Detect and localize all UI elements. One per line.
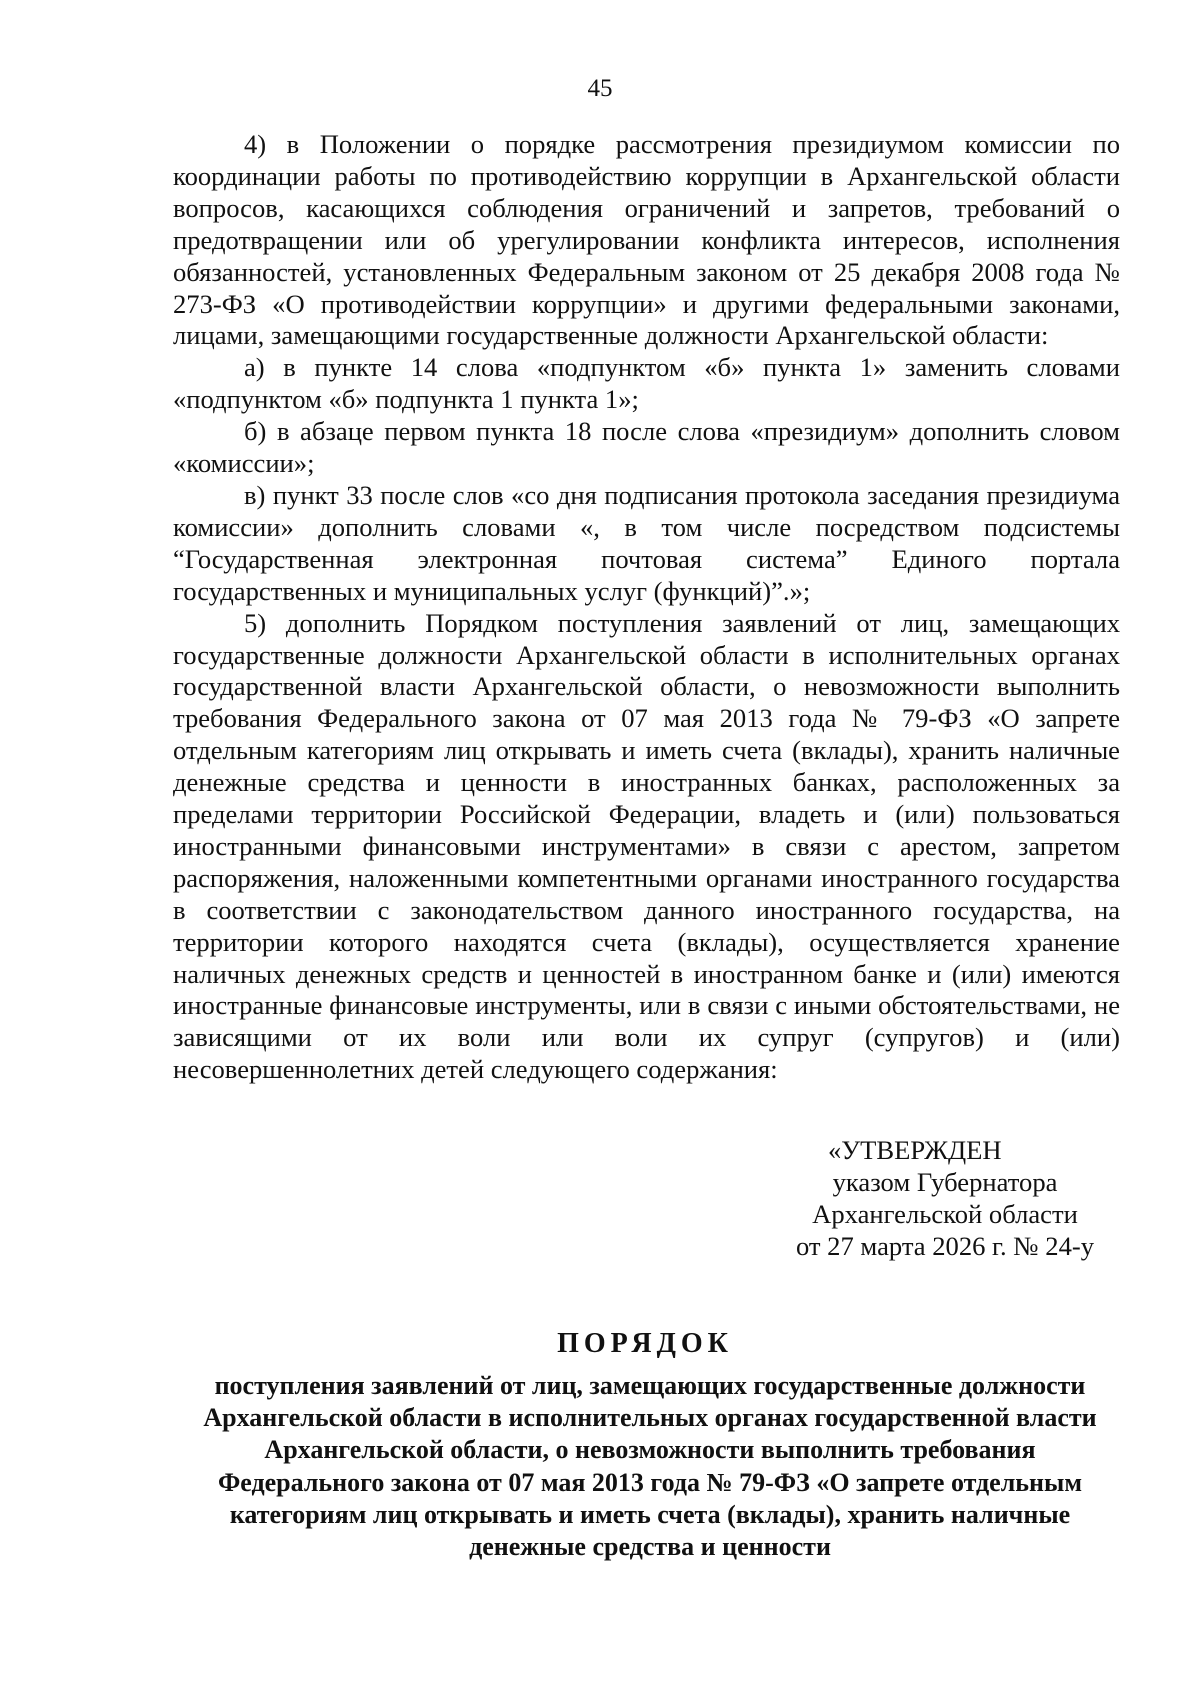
order-heading: ПОРЯДОК [557,1328,733,1359]
paragraph-subitem-a: а) в пункте 14 слова «подпунктом «б» пункта 1» заменить словами «подпунктом «б» подпункта 1 пункта 1»; [173,352,1120,415]
document-body [173,129,1120,1086]
approval-decree-line: указом Губернатора [832,1167,1058,1197]
approval-region-line: Архангельской области [812,1199,1078,1229]
page-number: 45 [587,75,613,102]
order-subtitle: поступления заявлений от лиц, замещающих государственные должности Архангельской области в исполнительных органах государственной власти Архангельской области, о невозможности выполнить требования Федерального закона от 07 мая 2013 года № 79-ФЗ «О запрете отдельным категориям лиц открывать и иметь счета (вклады), хранить наличные денежные средства и ценности [203,1371,1097,1562]
paragraph-subitem-b: б) в абзаце первом пункта 18 после слова «президиум» дополнить словом «комиссии»; [173,416,1120,479]
approval-approved-label: «УТВЕРЖДЕН [828,1135,1002,1165]
approval-stamp-block [770,1134,1120,1262]
paragraph-item-4: 4) в Положении о порядке рассмотрения президиумом комиссии по координации работы по противодействию коррупции в Архангельской области вопросов, касающихся соблюдения ограничений и запретов, требований о предотвращении или об урегулировании конфликта интересов, исполнения обязанностей, установленных Федеральным законом от 25 декабря 2008 года № 273-ФЗ «О противодействии коррупции» и другими федеральными законами, лицами, замещающими государственные должности Архангельской области: [173,129,1120,351]
approval-date-number: от 27 марта 2026 г. № 24-у [795,1231,1095,1261]
paragraph-subitem-v: в) пункт 33 после слов «со дня подписания протокола заседания президиума комиссии» дополнить словами «, в том числе посредством подсистемы “Государственная электронная почтовая система” Единого портала государственных и муниципальных услуг (функций)”.»; [173,479,1120,606]
paragraph-item-5: 5) дополнить Порядком поступления заявлений от лиц, замещающих государственные должности Архангельской области в исполнительных органах государственной власти Архангельской области, о невозможности выполнить требования Федерального закона от 07 мая 2013 года № 79-ФЗ «О запрете отдельным категориям лиц открывать и иметь счета (вклады), хранить наличные денежные средства и ценности в иностранных банках, расположенных за пределами территории Российской Федерации, владеть и (или) пользоваться иностранными финансовыми инструментами» в связи с арестом, запретом распоряжения, наложенными компетентными органами иностранного государства в соответствии с законодательством данного иностранного государства, на территории которого находятся счета (вклады), осуществляется хранение наличных денежных средств и ценностей в иностранном банке и (или) имеются иностранные финансовые инструменты, или в связи с иными обстоятельствами, не зависящими от их воли или воли их супруг (супругов) и (или) несовершеннолетних детей следующего содержания: [173,607,1120,1085]
